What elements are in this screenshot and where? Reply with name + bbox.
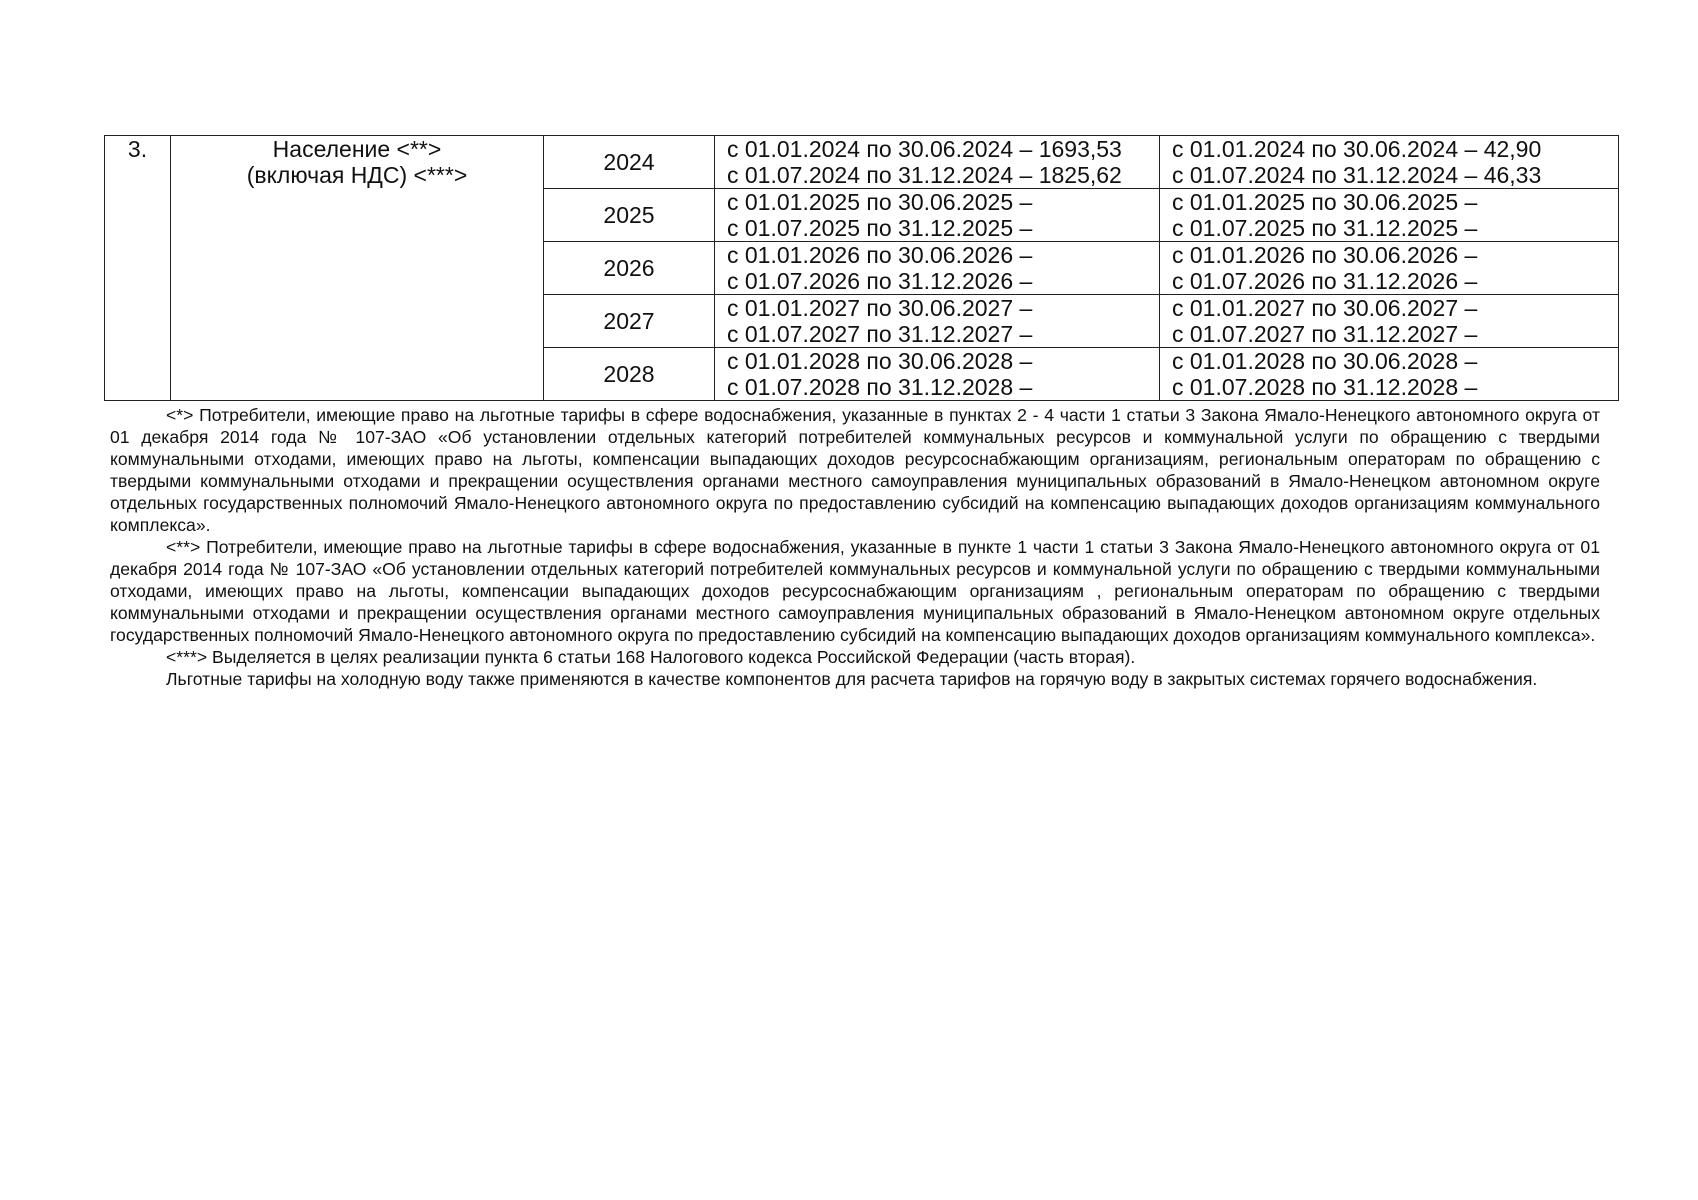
tariff-line: с 01.01.2028 по 30.06.2028 – xyxy=(727,348,1033,374)
tariff-line: с 01.01.2027 по 30.06.2027 – xyxy=(727,295,1033,321)
tariff-period-cell xyxy=(715,136,1160,189)
tariff-period-cell xyxy=(1160,242,1619,295)
consumer-vat-note: (включая НДС) <***> xyxy=(246,162,468,188)
tariff-line: с 01.07.2027 по 31.12.2027 – xyxy=(727,321,1033,347)
year-cell xyxy=(544,295,715,348)
tariff-line: с 01.01.2026 по 30.06.2026 – xyxy=(1172,242,1478,268)
tariff-line: с 01.07.2025 по 31.12.2025 – xyxy=(727,215,1033,241)
tariff-line: с 01.07.2027 по 31.12.2027 – xyxy=(1172,321,1478,347)
tariff-line: с 01.07.2024 по 31.12.2024 – 1825,62 xyxy=(727,162,1122,188)
tariff-line: с 01.07.2028 по 31.12.2028 – xyxy=(1172,374,1478,400)
tariff-line: с 01.01.2027 по 30.06.2027 – xyxy=(1172,295,1478,321)
row-number-text: 3. xyxy=(127,136,148,162)
tariff-line: с 01.01.2025 по 30.06.2025 – xyxy=(1172,189,1478,215)
tariff-table xyxy=(104,135,1619,401)
tariff-period-cell xyxy=(715,295,1160,348)
year-label: 2028 xyxy=(603,361,655,387)
closing-note: Льготные тарифы на холодную воду также применяются в качестве компонентов для расчета тарифов на горячую воду в закрытых системах горячего водоснабжения. xyxy=(166,669,1538,689)
tariff-period-cell xyxy=(715,189,1160,242)
tariff-period-cell xyxy=(715,348,1160,401)
tariff-period-cell xyxy=(1160,348,1619,401)
year-cell xyxy=(544,242,715,295)
tariff-line: с 01.01.2025 по 30.06.2025 – xyxy=(727,189,1033,215)
tariff-line: с 01.01.2024 по 30.06.2024 – 1693,53 xyxy=(727,136,1122,162)
tariff-line: с 01.01.2028 по 30.06.2028 – xyxy=(1172,348,1478,374)
tariff-line: с 01.07.2026 по 31.12.2026 – xyxy=(727,268,1033,294)
year-cell xyxy=(544,348,715,401)
table-row xyxy=(105,136,1619,189)
footnote-two-star: <**> Потребители, имеющие право на льготные тарифы в сфере водоснабжения, указанные в пункте 1 части 1 статьи 3 Закона Ямало-Ненецкого автономного округа от 01 декабря 2014 года № 107-ЗАО «Об установлении отдельных категорий потребителей коммунальных ресурсов и коммунальной услуги по обращению с твердыми коммунальными отходами, имеющих право на льготы, компенсации выпадающих доходов ресурсоснабжающим организациям , региональным операторам по обращению с твердыми коммунальными отходами и прекращении осуществления органами местного самоуправления муниципальных образований в Ямало-Ненецком автономном округе отдельных государственных полномочий Ямало-Ненецкого автономного округа по предоставлению субсидий на компенсацию выпадающих доходов организациям коммунального комплекса». xyxy=(110,537,1600,645)
tariff-line: с 01.01.2026 по 30.06.2026 – xyxy=(727,242,1033,268)
footnote-one-star: <*> Потребители, имеющие право на льготные тарифы в сфере водоснабжения, указанные в пунктах 2 - 4 части 1 статьи 3 Закона Ямало-Ненецкого автономного округа от 01 декабря 2014 года № 107-ЗАО «Об установлении отдельных категорий потребителей коммунальных ресурсов и коммунальной услуги по обращению с твердыми коммунальными отходами, имеющих право на льготы, компенсации выпадающих доходов ресурсоснабжающим организациям, региональным операторам по обращению с твердыми коммунальными отходами и прекращении осуществления органами местного самоуправления муниципальных образований в Ямало-Ненецком автономном округе отдельных государственных полномочий Ямало-Ненецкого автономного округа по предоставлению субсидий на компенсацию выпадающих доходов организациям коммунального комплекса». xyxy=(110,405,1600,535)
tariff-line: с 01.01.2024 по 30.06.2024 – 42,90 xyxy=(1172,136,1542,162)
year-label: 2025 xyxy=(603,202,655,228)
year-cell xyxy=(544,189,715,242)
year-label: 2026 xyxy=(603,255,655,281)
year-cell xyxy=(544,136,715,189)
year-label: 2027 xyxy=(603,308,655,334)
row-number xyxy=(105,136,171,401)
consumer-category-cell xyxy=(171,136,544,401)
tariff-period-cell xyxy=(1160,295,1619,348)
tariff-line: с 01.07.2025 по 31.12.2025 – xyxy=(1172,215,1478,241)
tariff-line: с 01.07.2028 по 31.12.2028 – xyxy=(727,374,1033,400)
footnote-three-star: <***> Выделяется в целях реализации пункта 6 статьи 168 Налогового кодекса Российской Федерации (часть вторая). xyxy=(166,647,1136,667)
footnotes xyxy=(110,404,1600,690)
tariff-line: с 01.07.2026 по 31.12.2026 – xyxy=(1172,268,1478,294)
tariff-period-cell xyxy=(1160,189,1619,242)
year-label: 2024 xyxy=(603,149,655,175)
tariff-line: с 01.07.2024 по 31.12.2024 – 46,33 xyxy=(1172,162,1542,188)
tariff-period-cell xyxy=(1160,136,1619,189)
consumer-category: Население <**> xyxy=(272,136,442,162)
tariff-period-cell xyxy=(715,242,1160,295)
